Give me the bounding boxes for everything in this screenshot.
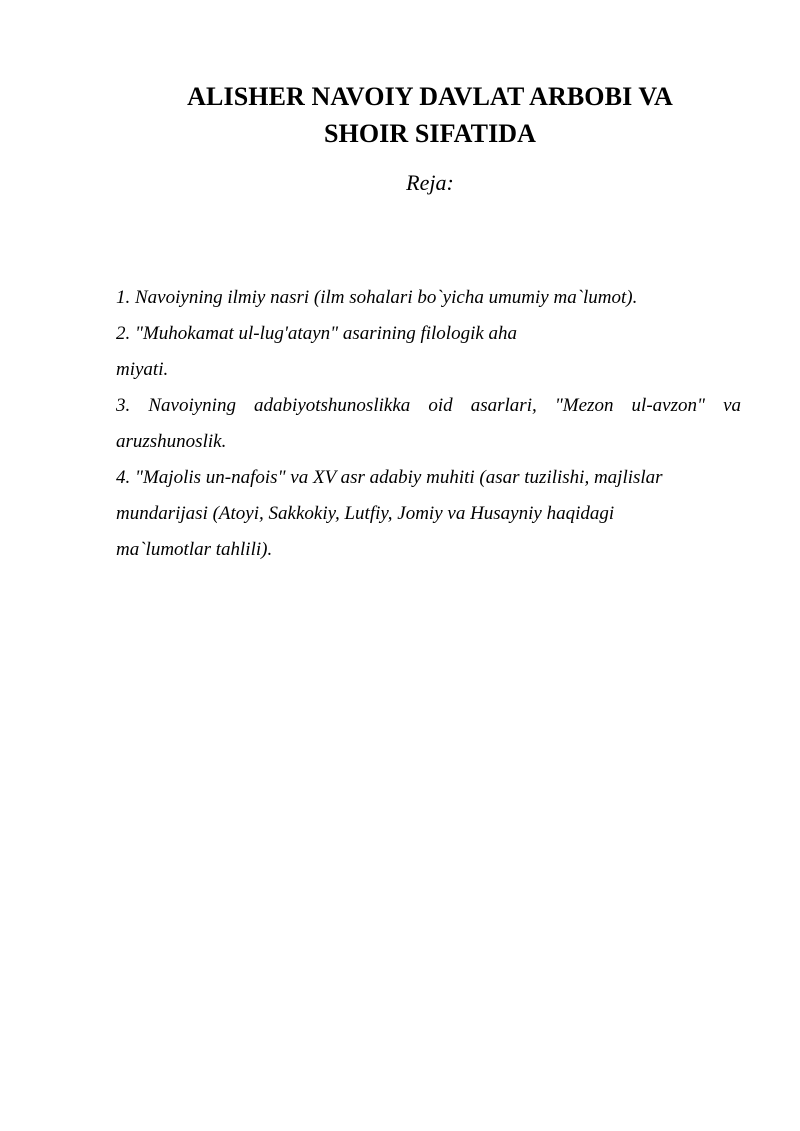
- plan-heading: Reja:: [406, 170, 454, 195]
- plan-line-6: 4. "Majolis un-nafois" va XV asr adabiy muhiti (asar tuzilishi, majlislar: [116, 467, 663, 488]
- plan-line-8: ma`lumotlar tahlili).: [116, 539, 273, 560]
- plan-line-7: mundarijasi (Atoyi, Sakkokiy, Lutfiy, Jomiy va Husayniy haqidagi: [116, 503, 615, 524]
- plan-line-3: miyati.: [116, 359, 169, 380]
- plan-line-5: aruzshunoslik.: [116, 431, 227, 452]
- plan-line-4: 3. Navoiyning adabiyotshunoslikka oid asarlari, "Mezon ul-avzon" va: [116, 395, 741, 416]
- plan-line-1: 1. Navoiyning ilmiy nasri (ilm sohalari bo`yicha umumiy ma`lumot).: [116, 287, 638, 308]
- title-line-2: SHOIR SIFATIDA: [323, 119, 537, 148]
- title-line-1: ALISHER NAVOIY DAVLAT ARBOBI VA: [187, 82, 673, 111]
- document-title: [100, 78, 760, 152]
- plan-line-2: 2. "Muhokamat ul-lug'atayn" asarining filologik aha: [116, 323, 518, 344]
- plan-list: [116, 280, 741, 568]
